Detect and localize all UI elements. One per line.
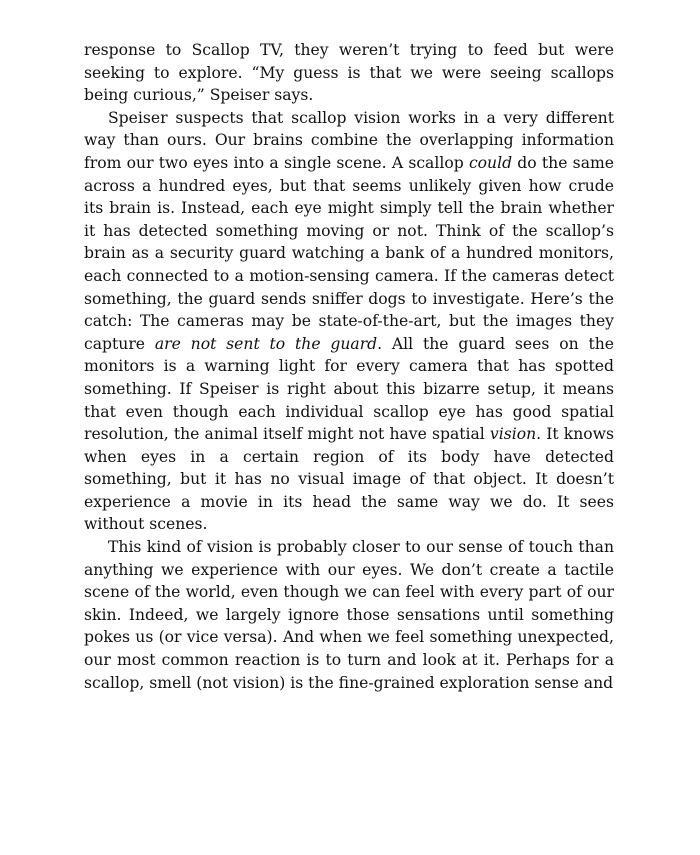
emphasis-could: could [468,153,513,172]
text-segment: do the same across a hundred eyes, but that seems unlikely given how crude its brain is. Instead, each eye might simply tell the brain whether it has detected something moving or not. Think of the scallop’s brain as a security guard watching a bank of a hundred monitors, each connected to a motion-sensing camera. If the cameras detect something, the guard sends sniffer dogs to investigate. Here’s the catch: The cameras may be state-of-the-art, but the images they capture [84,153,615,353]
text-segment: Speiser suspects that scallop vision works in a very different way than ours. Our brains combine the overlapping information from our two eyes into a single scene. A scallop [84,108,614,172]
paragraph-1 [84,39,614,107]
emphasis-not-sent: are not sent to the guard [154,334,378,353]
paragraph-3 [84,536,614,694]
emphasis-vision: vision [489,425,537,444]
text-segment: This kind of vision is probably closer to our sense of touch than anything we experience with our eyes. We don’t create a tactile scene of the world, even though we can feel with every part of our skin. Indeed, we largely ignore those sensations until something pokes us (or vice versa). And when we feel something unexpected, our most common reaction is to turn and look at it. Perhaps for a scallop, smell (not vision) is the fine-grained exploration sense and [84,538,614,692]
book-page-body [84,39,614,694]
text-segment: . It knows when eyes in a certain region of its body have detected something, but it has no visual image of that object. It doesn’t experience a movie in its head the same way we do. It sees without scenes. [84,425,614,534]
text-segment: . All the guard sees on the monitors is a warning light for every camera that has spotted something. If Speiser is right about this bizarre setup, it means that even though each individual scallop eye has good spatial resolution, the animal itself might not have spatial [84,334,615,444]
text-segment: response to Scallop TV, they weren’t trying to feed but were seeking to explore. “My guess is that we were seeing scallops being curious,” Speiser says. [84,41,614,105]
paragraph-2 [84,107,614,536]
